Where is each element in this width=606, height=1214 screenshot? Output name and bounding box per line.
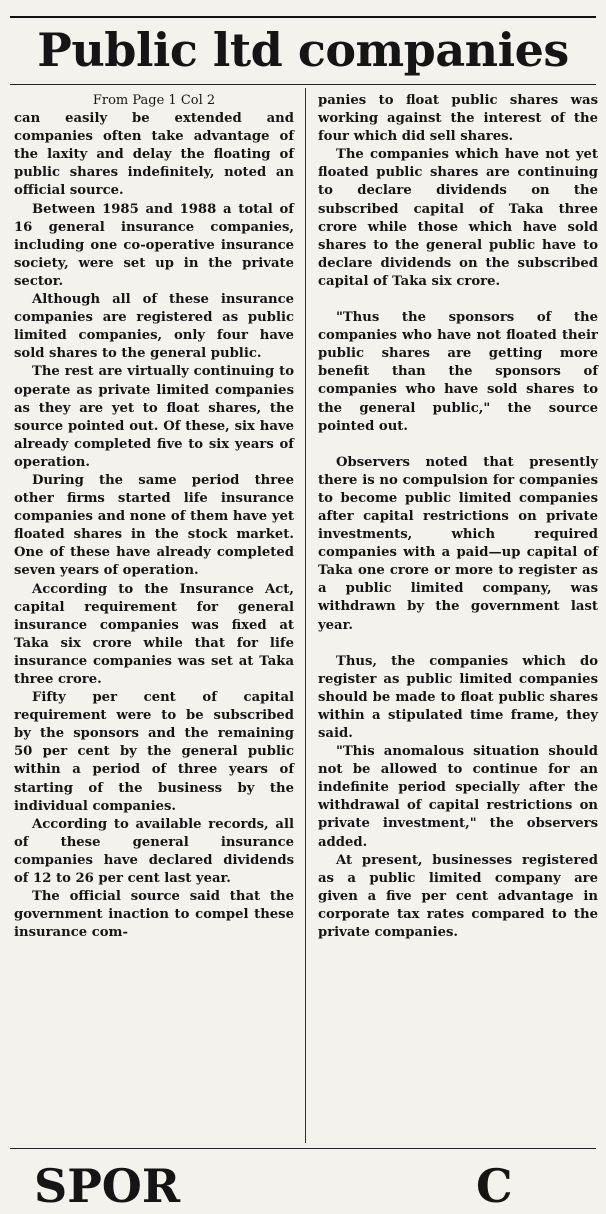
paragraph: "This anomalous situation should not be allowed to continue for an indefinite period specially after the withdrawal of capital restrictions on private investment," the observers added. <box>318 744 598 850</box>
paragraph: Observers noted that presently there is no compulsion for companies to become public limited companies after capital restrictions on private investments, which required companies with a paid—up capital of Taka one crore or more to register as a public limited company, was withdrawn by the government last year. <box>318 454 598 633</box>
paragraph: At present, businesses registered as a public limited company are given a five per cent advantage in corporate tax rates compared to the private companies. <box>318 852 598 941</box>
paragraph: The rest are virtually continuing to operate as private limited companies as they are yet to float shares, the source pointed out. Of these, six have already completed five to six years of operation. <box>14 364 294 470</box>
paragraph: "Thus the sponsors of the companies who have not floated their public shares are getting more benefit than the sponsors of companies who have sold shares to the general public," the source pointed out. <box>318 310 598 434</box>
paragraph: The official source said that the government inaction to compel these insurance com- <box>14 889 294 941</box>
paragraph: During the same period three other firms started life insurance companies and none of them have yet floated shares in the stock market. One of these have already completed seven years of operation. <box>14 472 294 579</box>
paragraph: panies to float public shares was working against the interest of the four which did sell shares. <box>318 93 598 145</box>
paragraph: Although all of these insurance companies are registered as public limited companies, only four have sold shares to the general public. <box>14 292 294 362</box>
paragraph: Fifty per cent of capital requirement were to be subscribed by the sponsors and the remaining 50 per cent by the general public within a period of three years of starting of the business by the individual companies. <box>14 690 294 814</box>
column-divider <box>305 88 306 1143</box>
top-rule <box>10 16 596 18</box>
left-column <box>14 92 294 942</box>
paragraph: Between 1985 and 1988 a total of 16 general insurance companies, including one co-operative insurance society, were set up in the private sector. <box>14 201 294 289</box>
cut-headline-left: SPOR <box>34 1159 181 1213</box>
next-article-headline-cut-off <box>6 1156 600 1213</box>
bottom-rule <box>10 1148 596 1149</box>
cut-headline-right: C <box>476 1159 513 1213</box>
paragraph: The companies which have not yet floated public shares are continuing to declare dividends on the subscribed capital of Taka three crore while those which have sold shares to the general public have to declare dividends on the subscribed capital of Taka six crore. <box>318 147 598 289</box>
paragraph: can easily be extended and companies often take advantage of the laxity and delay the floating of public shares indefinitely, noted an official source. <box>14 111 294 199</box>
jump-line: From Page 1 Col 2 <box>92 93 216 108</box>
paragraph: According to available records, all of these general insurance companies have declared dividends of 12 to 26 per cent last year. <box>14 816 294 887</box>
headline-rule <box>10 84 596 85</box>
paragraph: Thus, the companies which do register as public limited companies should be made to float public shares within a stipulated time frame, they said. <box>318 653 598 741</box>
paragraph: According to the Insurance Act, capital requirement for general insurance companies was fixed at Taka six crore while that for life insurance companies was set at Taka three crore. <box>14 581 294 687</box>
headline: Public ltd companies <box>37 23 569 77</box>
right-column <box>318 92 598 942</box>
